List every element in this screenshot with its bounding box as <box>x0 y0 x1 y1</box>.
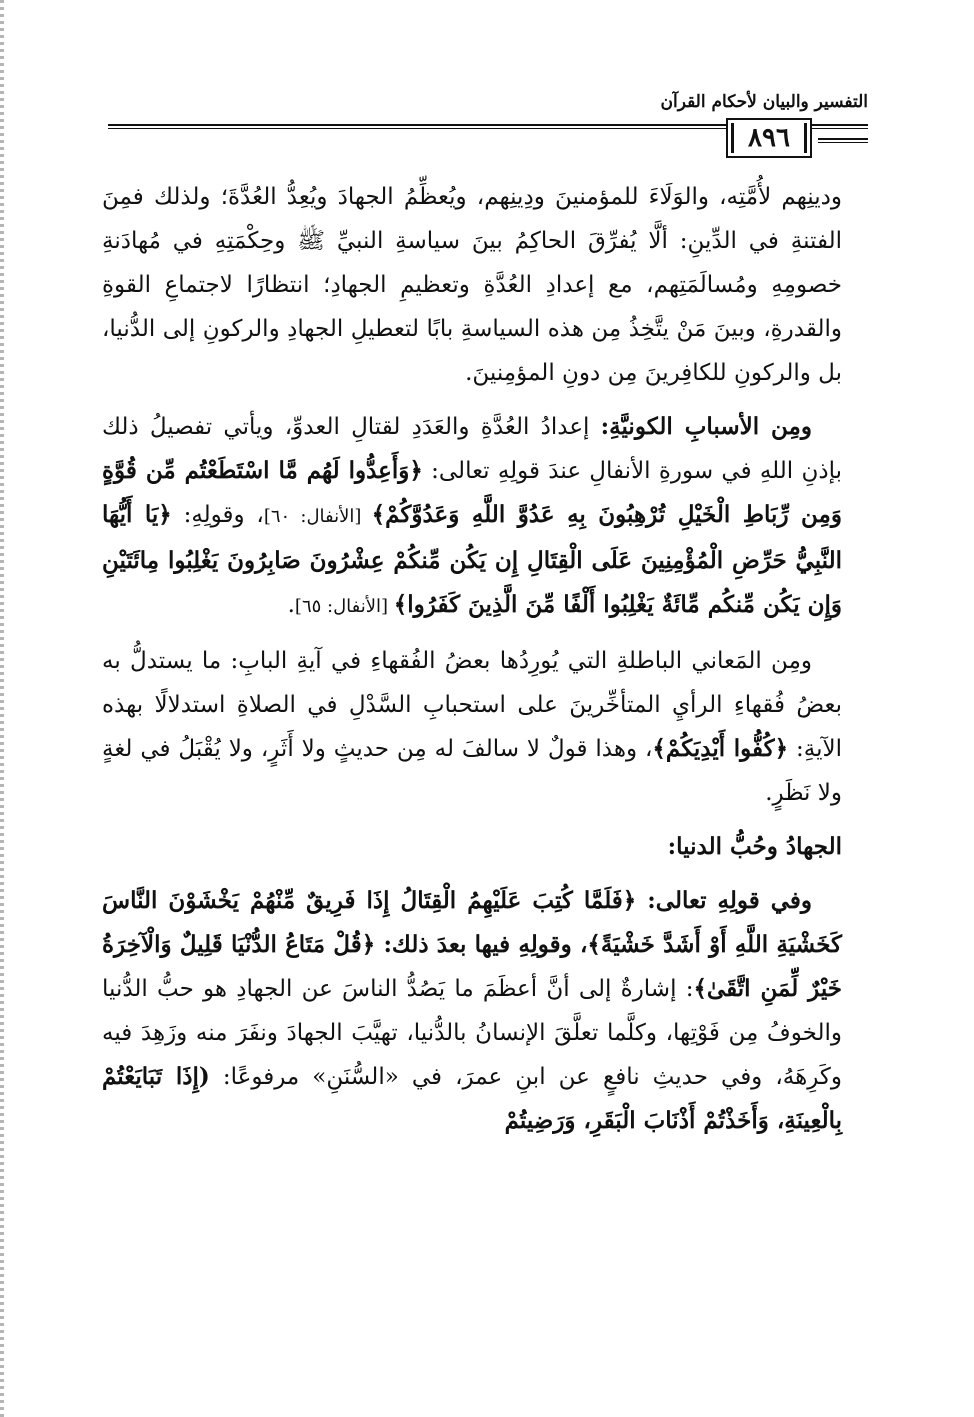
paragraph-3-text-a: ومِن المَعاني الباطلةِ التي يُورِدُها بعضُ الفُقهاءِ في آيةِ البابِ: ما يستدلُّ به بعضُ فُقهاءِ الرأيِ المتأخِّرينَ على استحبابِ السَّدْلِ في الصلاةِ استدلالًا بهذه الآيةِ: <box>102 648 842 762</box>
cosmic-causes-lead: ومِن الأسبابِ الكونيَّةِ: <box>600 413 812 440</box>
paragraph-2-text-a: إعدادُ العُدَّةِ والعَدَدِ لقتالِ العدوِّ، ويأتي تفصيلُ ذلك بإذنِ اللهِ في سورةِ الأنفالِ عندَ قولِهِ تعالى: <box>102 414 842 484</box>
quran-verse-anfal-60: ﴿وَأَعِدُّوا لَهُم مَّا اسْتَطَعْتُم مِّن قُوَّةٍ وَمِن رِّبَاطِ الْخَيْلِ تُرْهِبُونَ بِهِ عَدُوَّ اللَّهِ وَعَدُوَّكُمْ﴾ <box>102 457 842 528</box>
paragraph-4 <box>102 879 842 1143</box>
scan-edge <box>0 0 4 1417</box>
paragraph-4-text-a: وفي قولِهِ تعالى: <box>636 887 812 914</box>
paragraph-3 <box>102 639 842 815</box>
page-number: ٨٩٦ <box>726 118 812 158</box>
quran-verse-kuffu: ﴿كُفُّوا أَيْدِيَكُمْ﴾ <box>652 735 789 762</box>
paragraph-2-text-b: ، وقولِهِ: <box>171 502 264 528</box>
quran-verse-nisa-77b: ﴿قُلْ مَتَاعُ الدُّنْيَا قَلِيلٌ وَالْآخِرَةُ خَيْرٌ لِّمَنِ اتَّقَىٰ﴾ <box>102 931 843 1002</box>
paragraph-4-text-b: ، وقولِهِ فيها بعدَ ذلك: <box>375 931 588 958</box>
verse-reference-anfal-60: [الأنفال: ٦٠] <box>263 506 372 527</box>
page-body <box>102 175 842 1153</box>
paragraph-3-text-b: ، وهذا قولٌ لا سالفَ له مِن حديثٍ ولا أَثَرٍ، ولا يُقْبَلُ في لغةٍ ولا نَظَرٍ. <box>102 736 842 806</box>
quran-verse-nisa-77a: ﴿فَلَمَّا كُتِبَ عَلَيْهِمُ الْقِتَالُ إِذَا فَرِيقٌ مِّنْهُمْ يَخْشَوْنَ النَّاسَ كَخَشْيَةِ اللَّهِ أَوْ أَشَدَّ خَشْيَةً﴾ <box>102 887 842 958</box>
paragraph-2-end: . <box>287 592 295 618</box>
quran-verse-anfal-65: ﴿يَا أَيُّهَا النَّبِيُّ حَرِّضِ الْمُؤْمِنِينَ عَلَى الْقِتَالِ إِن يَكُن مِّنكُمْ عِشْرُونَ صَابِرُونَ يَغْلِبُوا مِائَتَيْنِ وَإِن يَكُن مِّنكُم مِّائَةٌ يَغْلِبُوا أَلْفًا مِّنَ الَّذِينَ كَفَرُوا﴾ <box>102 501 842 618</box>
header-side-rule <box>818 138 868 140</box>
paragraph-2 <box>102 405 842 629</box>
paragraph-1: ودينِهم لأُمَّتِه، والوَلَاءَ للمؤمنينَ ودِينِهم، ويُعظِّمُ الجهادَ ويُعِدُّ العُدَّةَ؛ ولذلك فمِنَ الفتنةِ في الدِّينِ: ألَّا يُفرِّقَ الحاكِمُ بينَ سياسةِ النبيِّ ﷺ وحِكْمَتِهِ في مُهادَنةِ خصومِهِ ومُسالَمَتِهم، مع إعدادِ العُدَّةِ وتعظيمِ الجهادِ؛ انتظارًا لاجتماعِ القوةِ والقدرةِ، وبينَ مَنْ يتَّخِذُ مِن هذه السياسةِ بابًا لتعطيلِ الجهادِ والركونِ إلى الدُّنيا، بل والركونِ للكافِرينَ مِن دونِ المؤمِنينَ. <box>102 184 842 386</box>
paragraph-4-text-c: : إشارةٌ إلى أنَّ أعظَمَ ما يَصُدُّ الناسَ عن الجهادِ هو حبُّ الدُّنيا والخوفُ مِن فَوْتِها، وكلَّما تعلَّقَ الإنسانُ بالدُّنيا، تهيَّبَ الجهادَ ونفَرَ منه وزَهِدَ فيه وكَرِهَهُ، وفي حديثِ نافعٍ عن ابنِ عمرَ، في «السُّنَنِ» مرفوعًا: <box>102 976 842 1090</box>
verse-reference-anfal-65: [الأنفال: ٦٥] <box>294 596 394 617</box>
hadith-text: (إِذَا تَبَايَعْتُمْ بِالْعِينَةِ، وَأَخَذْتُمْ أَذْنَابَ الْبَقَرِ، وَرَضِيتُمْ <box>102 1063 842 1134</box>
running-title: التفسير والبيان لأحكام القرآن <box>660 92 868 112</box>
page-header <box>108 92 868 162</box>
header-side-rule-thin <box>818 142 868 143</box>
section-heading: الجهادُ وحُبُّ الدنيا: <box>667 833 842 860</box>
